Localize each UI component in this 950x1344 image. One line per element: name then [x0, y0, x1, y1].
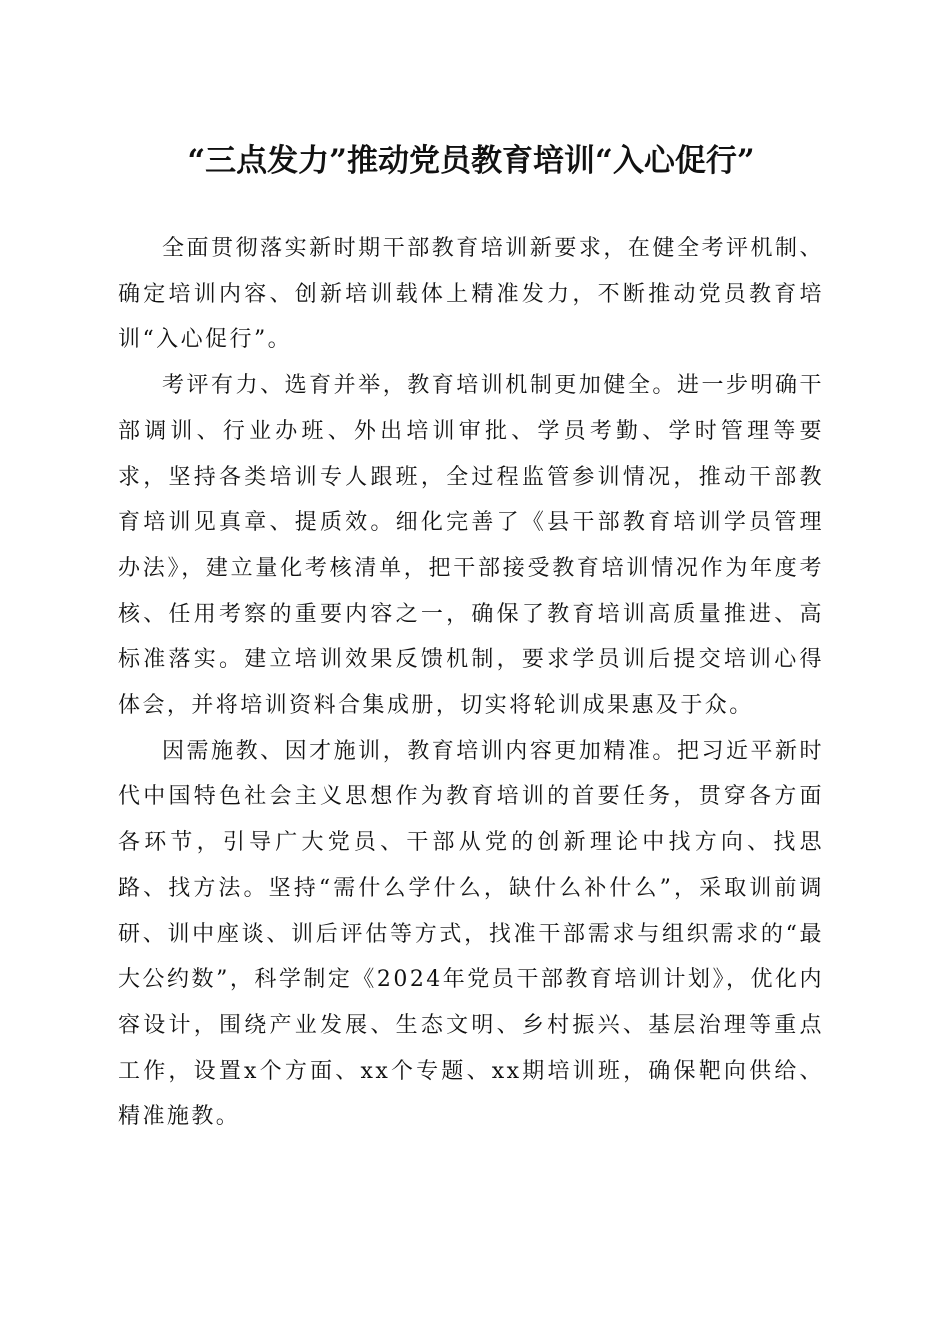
- paragraph-content: 因需施教、因才施训，教育培训内容更加精准。把习近平新时代中国特色社会主义思想作为教育培训的首要任务，贯穿各方面各环节，引导广大党员、干部从党的创新理论中找方向、找思路、找方法。坚持“需什么学什么，缺什么补什么”，采取训前调研、训中座谈、训后评估等方式，找准干部需求与组织需求的“最大公约数”，科学制定《2024年党员干部教育培训计划》，优化内容设计，围绕产业发展、生态文明、乡村振兴、基层治理等重点工作，设置x个方面、xx个专题、xx期培训班，确保靶向供给、精准施教。: [118, 738, 824, 1130]
- paragraph-intro: 全面贯彻落实新时期干部教育培训新要求，在健全考评机制、确定培训内容、创新培训载体上精准发力，不断推动党员教育培训“入心促行”。: [118, 236, 824, 353]
- paragraph-assessment: 考评有力、选育并举，教育培训机制更加健全。进一步明确干部调训、行业办班、外出培训审批、学员考勤、学时管理等要求，坚持各类培训专人跟班，全过程监管参训情况，推动干部教育培训见真章、提质效。细化完善了《县干部教育培训学员管理办法》，建立量化考核清单，把干部接受教育培训情况作为年度考核、任用考察的重要内容之一，确保了教育培训高质量推进、高标准落实。建立培训效果反馈机制，要求学员训后提交培训心得体会，并将培训资料合集成册，切实将轮训成果惠及于众。: [118, 373, 824, 719]
- document-title: “三点发力”推动党员教育培训“入心促行”: [187, 143, 755, 179]
